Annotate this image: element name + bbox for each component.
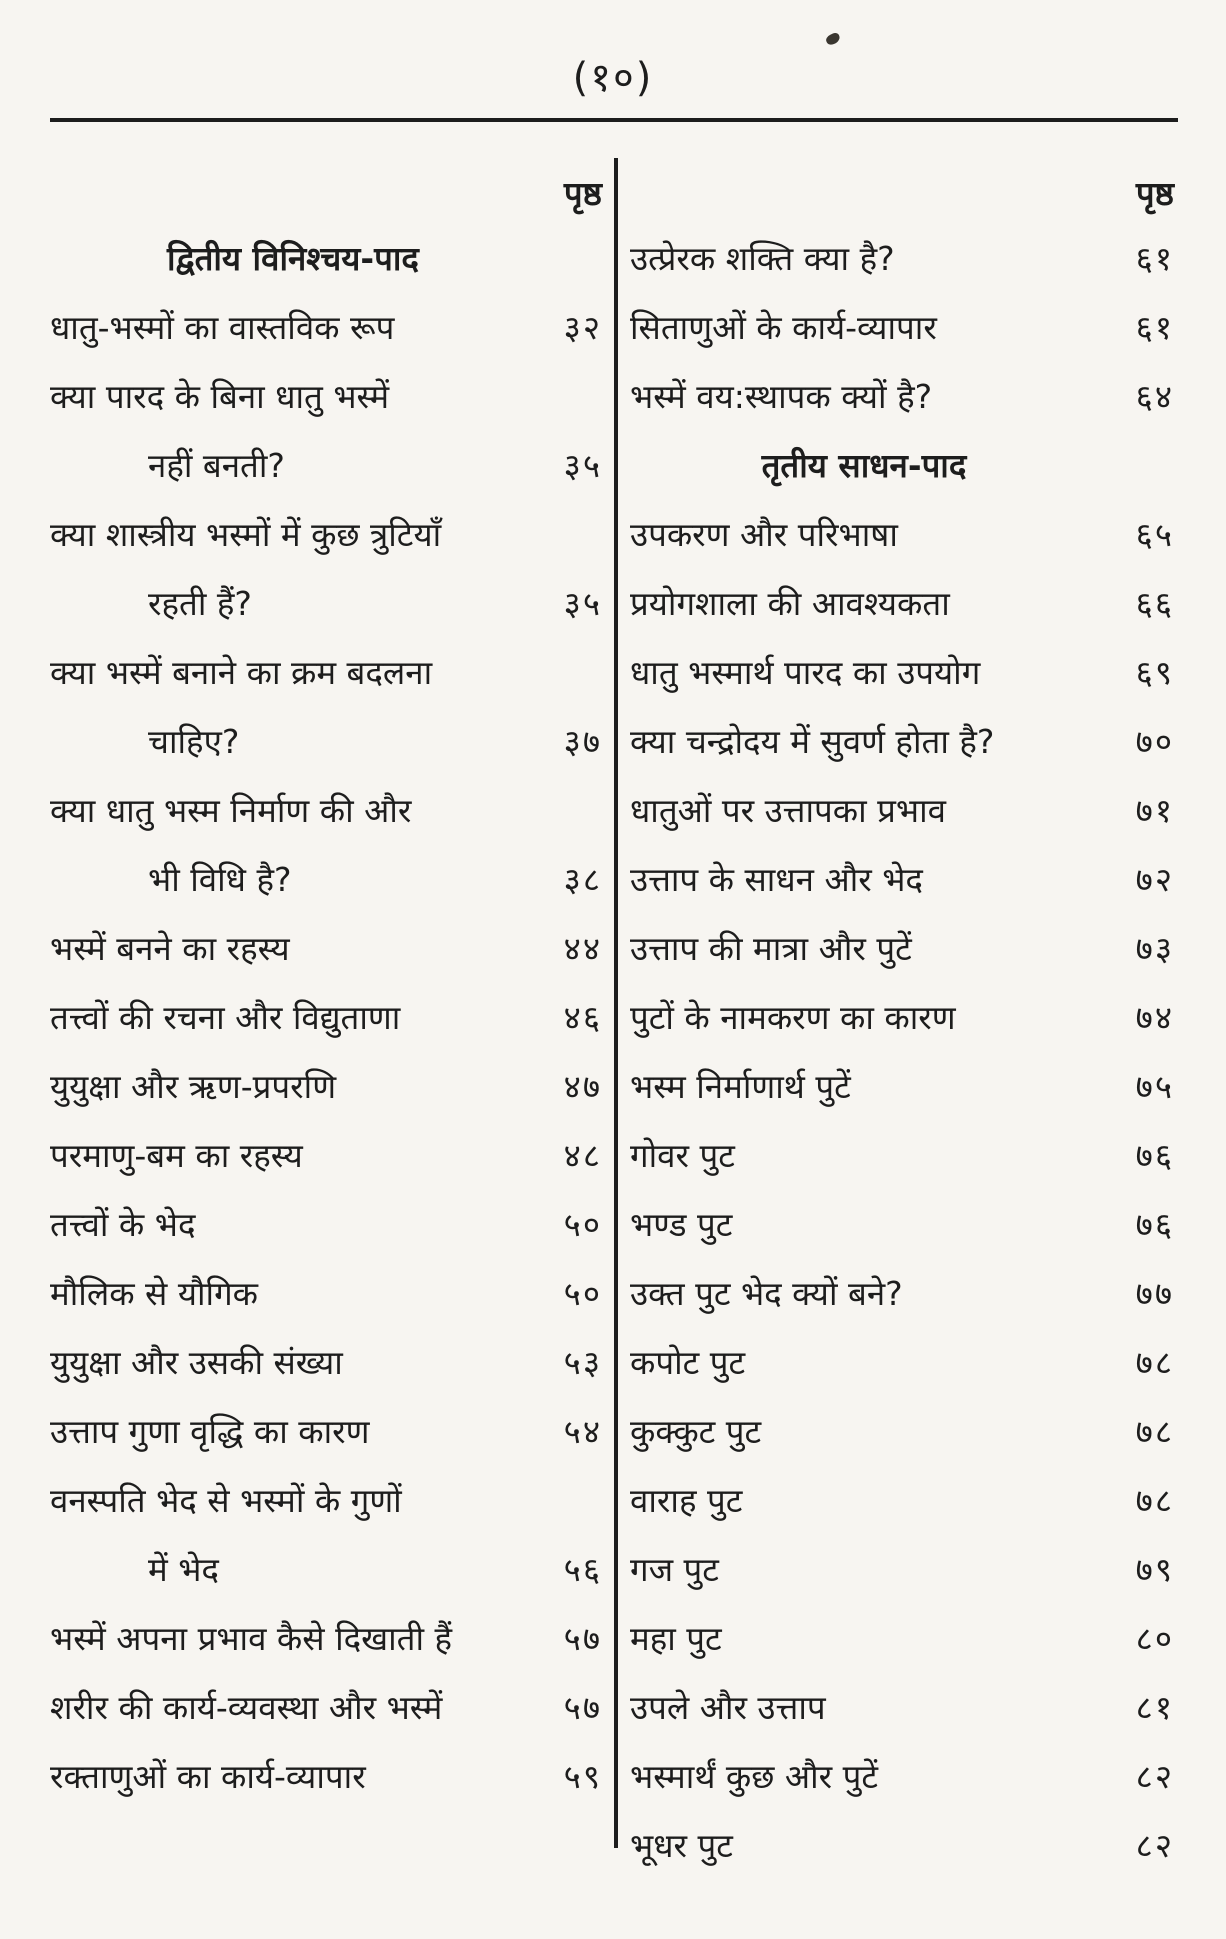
toc-entry-page: ६६ [1135,584,1174,623]
toc-entry-title: क्या शास्त्रीय भस्मों में कुछ त्रुटियाँ [50,515,442,554]
toc-entry [630,1604,1178,1673]
toc-entry-page: ५७ [563,1688,602,1727]
toc-entry-title: उत्ताप की मात्रा और पुटें [630,929,912,968]
toc-entry-title: क्या पारद के बिना धातु भस्में [50,377,390,416]
toc-entry-page: ५७ [563,1619,602,1658]
toc-entry [50,569,606,638]
toc-entry-title: नहीं बनती? [148,446,285,485]
toc-entry [50,638,606,707]
toc-entry [630,707,1178,776]
toc-entry-title: तत्त्वों के भेद [50,1205,196,1244]
toc-entry-title: भूधर पुट [630,1826,733,1865]
toc-entry [50,1742,606,1811]
toc-entry-title: रक्ताणुओं का कार्य-व्यापार [50,1757,366,1796]
toc-entry-page: ४६ [563,998,602,1037]
toc-entry-title: में भेद [148,1550,219,1589]
right-toc-rows [630,224,1178,1880]
toc-entry-page: ७८ [1135,1481,1174,1520]
toc-entry-page: ४७ [563,1067,602,1106]
toc-entry-page: ७८ [1135,1343,1174,1382]
toc-entry-title: उक्त पुट भेद क्यों बने? [630,1274,903,1313]
toc-entry-page: ८१ [1135,1688,1174,1727]
toc-entry [50,845,606,914]
toc-entry [630,1673,1178,1742]
toc-entry-title: भस्में बनने का रहस्य [50,929,290,968]
toc-entry-page: ८२ [1135,1757,1174,1796]
toc-entry [630,1535,1178,1604]
toc-entry [630,224,1178,293]
toc-entry [50,1121,606,1190]
toc-entry [50,431,606,500]
toc-entry-page: ७६ [1135,1205,1174,1244]
toc-entry [630,1190,1178,1259]
section-heading-text: द्वितीय विनिश्चय-पाद [167,239,419,278]
toc-entry-title: भस्में अपना प्रभाव कैसे दिखाती हैं [50,1619,453,1658]
toc-entry [50,914,606,983]
toc-entry [630,845,1178,914]
toc-entry [50,500,606,569]
toc-entry [630,569,1178,638]
toc-entry-title: गोवर पुट [630,1136,735,1175]
toc-right-column [630,160,1178,1880]
toc-entry-page: ७९ [1135,1550,1174,1589]
toc-entry-page: ७१ [1135,791,1174,830]
right-column-header [630,160,1178,224]
toc-entry-page: ७४ [1135,998,1174,1037]
toc-entry-page: ६१ [1135,239,1174,278]
toc-entry [630,914,1178,983]
toc-entry-page: ७६ [1135,1136,1174,1175]
toc-entry [630,1466,1178,1535]
toc-entry-page: ५० [563,1274,602,1313]
section-heading [50,224,606,293]
toc-entry-title: धातु-भस्मों का वास्तविक रूप [50,308,395,347]
toc-entry [50,1052,606,1121]
toc-entry-title: भी विधि है? [148,860,292,899]
toc-entry [50,362,606,431]
top-rule [50,118,1178,122]
toc-entry [50,707,606,776]
left-column-header [50,160,606,224]
toc-entry [50,1535,606,1604]
toc-entry-title: उत्ताप के साधन और भेद [630,860,923,899]
toc-entry [630,1052,1178,1121]
toc-entry-title: उपले और उत्ताप [630,1688,826,1727]
toc-entry-title: युयुक्षा और उसकी संख्या [50,1343,343,1382]
toc-entry [630,1742,1178,1811]
toc-entry-title: प्रयोगशाला की आवश्यकता [630,584,950,623]
column-divider [614,158,618,1848]
toc-entry [630,983,1178,1052]
toc-entry-title: सिताणुओं के कार्य-व्यापार [630,308,937,347]
toc-entry-page: ५४ [563,1412,602,1451]
toc-entry-title: पुटों के नामकरण का कारण [630,998,956,1037]
toc-entry [50,1604,606,1673]
page-number: (१०) [572,55,654,101]
toc-entry-page: ५६ [563,1550,602,1589]
toc-entry [50,293,606,362]
toc-entry-title: क्या धातु भस्म निर्माण की और [50,791,412,830]
toc-entry-page: ७२ [1135,860,1174,899]
toc-entry-page: ६९ [1135,653,1174,692]
toc-entry [630,362,1178,431]
toc-entry-page: ३८ [563,860,602,899]
toc-entry [630,1397,1178,1466]
toc-entry [630,500,1178,569]
ink-speck [825,32,842,47]
toc-entry [630,1121,1178,1190]
toc-entry-page: ८० [1135,1619,1174,1658]
toc-entry [630,1811,1178,1880]
toc-entry-page: ७८ [1135,1412,1174,1451]
toc-entry [630,638,1178,707]
toc-entry-title: धातु भस्मार्थ पारद का उपयोग [630,653,981,692]
toc-entry-page: ३२ [563,308,602,347]
toc-entry-title: परमाणु-बम का रहस्य [50,1136,303,1175]
toc-entry-page: ३७ [563,722,602,761]
page-column-label: पृष्ठ [563,174,602,213]
toc-entry [630,293,1178,362]
left-toc-rows [50,224,606,1811]
toc-entry-title: धातुओं पर उत्तापका प्रभाव [630,791,947,830]
toc-entry-page: ३५ [563,446,602,485]
toc-entry-title: उत्ताप गुणा वृद्धि का कारण [50,1412,370,1451]
toc-entry-title: युयुक्षा और ऋण-प्रपरणि [50,1067,337,1106]
toc-entry-title: रहती हैं? [148,584,252,623]
toc-entry-title: कुक्कुट पुट [630,1412,762,1451]
toc-entry-page: ६४ [1135,377,1174,416]
toc-entry [630,776,1178,845]
toc-entry [630,1328,1178,1397]
toc-entry-page: ८२ [1135,1826,1174,1865]
toc-entry [50,983,606,1052]
toc-entry-page: ६१ [1135,308,1174,347]
toc-left-column [50,160,606,1811]
toc-entry-title: चाहिए? [148,722,240,761]
toc-entry-title: भस्में वय:स्थापक क्यों है? [630,377,933,416]
toc-entry-page: ७७ [1135,1274,1174,1313]
toc-entry-title: भस्म निर्माणार्थ पुटें [630,1067,851,1106]
toc-entry [50,1328,606,1397]
toc-entry-page: ५९ [563,1757,602,1796]
toc-entry-title: वनस्पति भेद से भस्मों के गुणों [50,1481,402,1520]
toc-entry [50,1259,606,1328]
page-column-label: पृष्ठ [1135,174,1174,213]
toc-entry-page: ६५ [1135,515,1174,554]
section-heading [630,431,1178,500]
toc-entry-title: भस्मार्थं कुछ और पुटें [630,1757,878,1796]
toc-entry-title: क्या चन्द्रोदय में सुवर्ण होता है? [630,722,995,761]
toc-entry [50,1190,606,1259]
toc-entry-page: ७० [1135,722,1174,761]
toc-entry-title: उपकरण और परिभाषा [630,515,898,554]
toc-entry-title: महा पुट [630,1619,722,1658]
toc-entry-title: शरीर की कार्य-व्यवस्था और भस्में [50,1688,443,1727]
toc-entry-title: मौलिक से यौगिक [50,1274,258,1313]
toc-entry-title: वाराह पुट [630,1481,743,1520]
toc-entry-page: ४४ [563,929,602,968]
section-heading-text: तृतीय साधन-पाद [761,446,967,485]
toc-entry [50,776,606,845]
toc-entry-page: ७३ [1135,929,1174,968]
toc-entry [50,1397,606,1466]
toc-entry-title: क्या भस्में बनाने का क्रम बदलना [50,653,433,692]
toc-entry-page: ७५ [1135,1067,1174,1106]
toc-entry-title: गज पुट [630,1550,719,1589]
toc-entry-title: भण्ड पुट [630,1205,733,1244]
toc-entry-page: ५० [563,1205,602,1244]
toc-entry-title: कपोट पुट [630,1343,746,1382]
toc-entry-page: ३५ [563,584,602,623]
toc-entry-title: तत्त्वों की रचना और विद्युताणा [50,998,401,1037]
toc-entry [630,1259,1178,1328]
toc-entry-page: ५३ [563,1343,602,1382]
toc-entry-title: उत्प्रेरक शक्ति क्या है? [630,239,895,278]
toc-entry-page: ४८ [563,1136,602,1175]
toc-entry [50,1466,606,1535]
toc-entry [50,1673,606,1742]
